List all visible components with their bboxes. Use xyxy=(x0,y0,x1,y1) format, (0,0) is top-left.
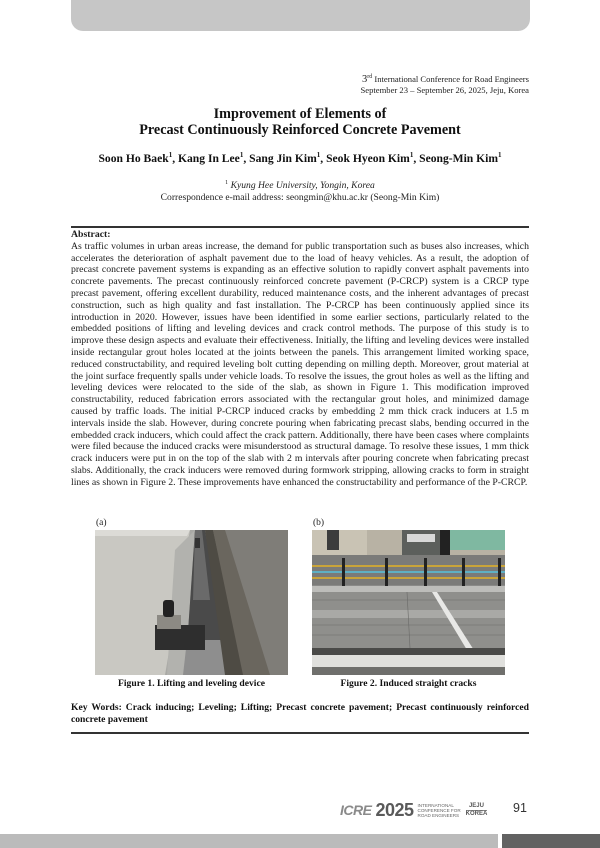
author: Kang In Lee xyxy=(177,151,240,165)
affiliation xyxy=(0,178,600,192)
logo-text-line: INTERNATIONAL xyxy=(417,802,454,808)
abstract xyxy=(71,229,529,489)
footer-bar-dark xyxy=(502,834,600,848)
logo-place xyxy=(466,803,488,818)
figure-2-caption: Figure 2. Induced straight cracks xyxy=(340,678,477,689)
conference-ordinal-suffix: rd xyxy=(367,74,373,80)
paper-title-line-1: Improvement of Elements of xyxy=(213,106,387,122)
author: Seok Hyeon Kim xyxy=(326,151,410,165)
figure-2-panel-label: (b) xyxy=(313,518,325,528)
abstract-text: As traffic volumes in urban areas increase, the demand for public transportation such as buses also increases, which accelerates the deterioration of asphalt pavement due to the load of heavy vehicles. As a result, the adoption of precast concrete pavement systems is expanding as an effective solution to rapidly convert asphalt pavements into concrete pavements. The precast continuously reinforced concrete pavement (P-CRCP) system is a CRCP type precast pavement, offering excellent durability, reduced maintenance costs, and the inherent advantages of precast construction, such as high quality and fast installation. The P-CRCP has been continuously applied since its introduction in 2020. However, issues have been identified in some earlier sections, particularly related to the embedded positions of lifting and leveling devices and crack control methods. The purpose of this study is to improve these design aspects and evaluate their effectiveness. Initially, the lifting and leveling devices were installed inside rectangular grout holes located at the joints between the panels. This arrangement limited working space, reduced constructability, and required leveling bolt cutting depending on milling depth. Moreover, grout material at the joint surface frequently spalls under vehicle loads. To resolve the issues, the grout holes as well as the lifting and leveling devices were relocated to the side of the slab, as shown in Figure 1. This modification improved constructability, reduced fabrication errors associated with the rectangular grout holes, and minimized damage caused by traffic loads. The initial P-CRCP induced cracks by embedding 2 mm thick crack inducers at 1.5 m intervals inside the slab. However, during concrete pouring when fabricating precast slabs, bending occurred in the embedded crack inducers, which could affect the crack pattern. Additionally, there have been cases where complaints were filed because the induced cracks were misunderstood as structural damage. To resolve these issues, 1 mm thick crack inducers were put in on the top of the slab with 2 m intervals after pouring concrete when fabricating precast slabs. Additionally, the crack inducers were removed during formwork stripping, allowing cracks to form in straight lines as shown in Figure 2. These improvements have enhanced the constructability and performance of the P-CRCP. xyxy=(71,240,529,488)
affiliation-block xyxy=(0,178,600,203)
lifting-device-photo-icon xyxy=(95,530,288,675)
logo-year: 2025 xyxy=(375,799,414,820)
conference-dates: September 23 – September 26, 2025, Jeju, Korea xyxy=(360,84,529,95)
affiliation-marker: 1 xyxy=(225,180,229,186)
author-affil-marker: 1 xyxy=(409,151,414,159)
logo-text xyxy=(418,803,461,818)
author-affil-marker: 1 xyxy=(239,151,244,159)
abstract-label: Abstract: xyxy=(71,229,111,240)
logo-place-line: KOREA xyxy=(465,810,488,817)
author-affil-marker: 1 xyxy=(316,151,321,159)
logo-text-line: CONFERENCE FOR xyxy=(417,807,461,813)
author-affil-marker: 1 xyxy=(498,151,502,159)
conference-header xyxy=(361,72,530,96)
conference-name-line xyxy=(361,72,530,85)
correspondence: Correspondence e-mail address: seongmin@khu.ac.kr (Seong-Min Kim) xyxy=(160,191,440,203)
logo-place-line: JEJU xyxy=(466,803,488,811)
conference-ordinal: 3 xyxy=(361,73,368,85)
top-banner xyxy=(71,0,530,31)
conference-name: International Conference for Road Engineers xyxy=(374,73,529,84)
top-divider xyxy=(71,226,529,228)
logo-mark: ICRE xyxy=(340,802,372,818)
affiliation-text: Kyung Hee University, Yongin, Korea xyxy=(230,180,375,192)
footer-bar-light xyxy=(0,834,498,848)
bottom-divider xyxy=(71,732,529,734)
author-list: Soon Ho Baek$^1$, Kang In Lee$^1$, Sang Jin Kim$^1$, Seok Hyeon Kim$^1$, Seong-Min Kim$^1$ xyxy=(98,151,502,165)
road-cracks-photo-icon xyxy=(312,530,505,675)
figure-2-photo xyxy=(312,530,505,675)
paper-title xyxy=(0,106,600,138)
paper-title-line-2: Precast Continuously Reinforced Concrete Pavement xyxy=(139,122,461,138)
logo-text-line: ROAD ENGINEERS xyxy=(417,812,460,818)
keywords: Key Words: Crack inducing; Leveling; Lifting; Precast concrete pavement; Precast continuously reinforced concrete pavement xyxy=(71,702,529,725)
author: Soon Ho Baek xyxy=(98,151,169,165)
figure-1-photo xyxy=(95,530,288,675)
figure-1-caption: Figure 1. Lifting and leveling device xyxy=(118,678,265,689)
author: Sang Jin Kim xyxy=(249,151,317,165)
author: Seong-Min Kim xyxy=(419,151,499,165)
author-affil-marker: 1 xyxy=(168,151,173,159)
page-number: 91 xyxy=(513,801,527,815)
conference-logo xyxy=(340,798,487,822)
figure-1-panel-label: (a) xyxy=(96,518,107,528)
